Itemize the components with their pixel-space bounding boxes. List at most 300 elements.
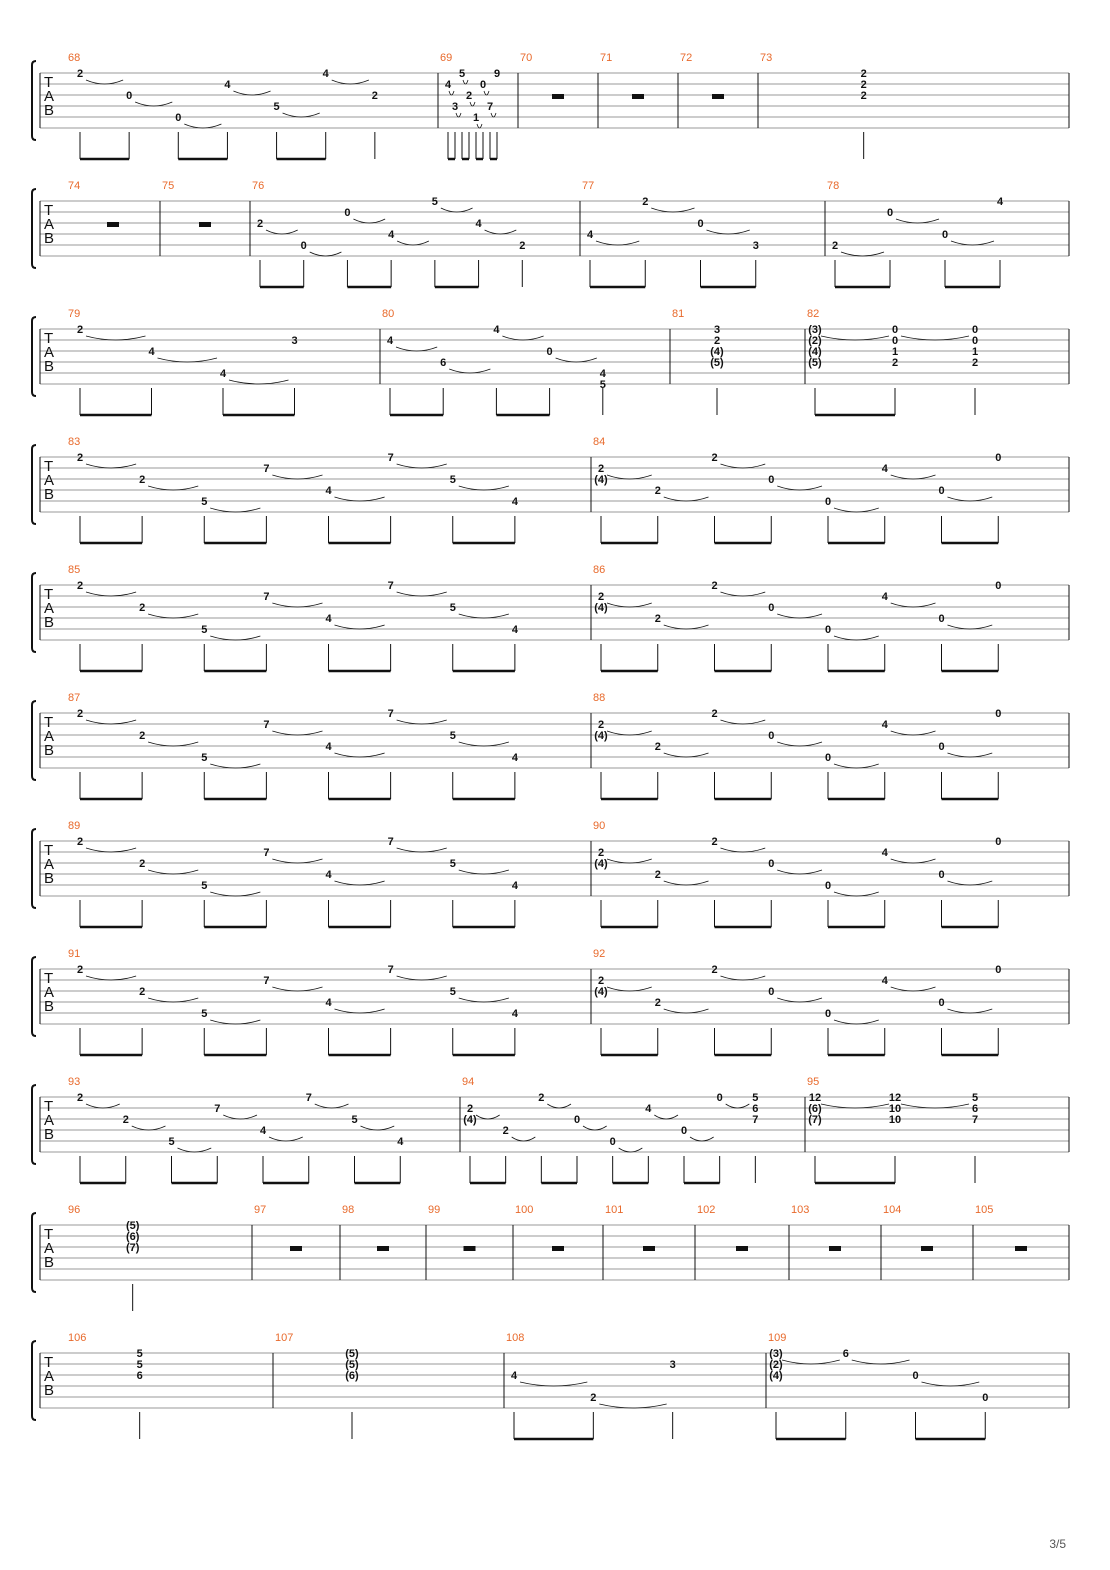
fret-number: (5) (345, 1348, 359, 1360)
tie-arc (272, 475, 322, 479)
measure-number: 93 (68, 1076, 81, 1088)
measure-number: 74 (68, 180, 81, 192)
fret-number: 4 (881, 591, 888, 603)
fret-number: (4) (594, 986, 608, 998)
tab-clef-letter: T (44, 1226, 54, 1243)
tab-clef-letter: T (44, 586, 54, 603)
fret-number: 5 (136, 1359, 143, 1371)
measure-number: 94 (462, 1076, 475, 1088)
tie-arc (721, 464, 766, 468)
fret-number: 0 (126, 90, 133, 102)
system-bracket (32, 701, 36, 780)
tab-system (32, 1332, 1069, 1439)
fret-number: 6 (440, 357, 447, 369)
measure-number: 71 (600, 52, 613, 64)
measure-number: 102 (697, 1204, 716, 1216)
fret-number: 7 (305, 1092, 312, 1104)
tie-arc (721, 976, 766, 980)
fret-number: 0 (768, 730, 775, 742)
fret-number: 0 (938, 613, 945, 625)
fret-number: 2 (891, 357, 899, 369)
fret-number: 2 (519, 240, 526, 252)
fret-number: 0 (344, 207, 351, 219)
fret-number: 2 (139, 602, 146, 614)
tie-arc (86, 720, 136, 724)
fret-number: 1 (891, 346, 899, 358)
tie-arc (777, 614, 822, 618)
fret-number: (2) (808, 335, 822, 347)
fret-number: 4 (325, 741, 332, 753)
fret-number: 2 (711, 580, 718, 592)
tab-system (32, 820, 1069, 927)
tie-arc (86, 336, 146, 340)
tie-arc (777, 742, 822, 746)
fret-number: 7 (263, 463, 270, 475)
fret-number: 2 (139, 730, 146, 742)
fret-number: 10 (888, 1103, 902, 1115)
tab-system (32, 436, 1069, 543)
fret-number: 5 (136, 1348, 143, 1360)
fret-number: 5 (449, 602, 456, 614)
fret-number: 0 (941, 229, 949, 241)
measure-number: 79 (68, 308, 81, 320)
fret-number: 0 (609, 1136, 616, 1148)
tie-arc (834, 892, 879, 896)
tab-clef-letter: T (44, 330, 54, 347)
whole-rest (552, 94, 564, 99)
tie-arc (777, 998, 822, 1002)
tie-arc (397, 848, 447, 852)
fret-number: (6) (808, 1103, 822, 1115)
tab-clef-letter: T (44, 458, 54, 475)
measure-number: 97 (254, 1204, 267, 1216)
measure-number: 92 (593, 948, 606, 960)
tie-arc (269, 1137, 303, 1141)
tab-system (32, 692, 1069, 799)
tab-system (32, 564, 1069, 671)
tab-system (32, 52, 1069, 159)
fret-number: 2 (711, 836, 718, 848)
fret-number: 2 (76, 580, 84, 592)
system-bracket (32, 61, 36, 140)
fret-number: (4) (594, 474, 608, 486)
fret-number: 4 (881, 975, 888, 987)
measure-number: 91 (68, 948, 81, 960)
fret-number: 0 (995, 836, 1002, 848)
tie-arc (310, 252, 342, 256)
tab-clef-letter: B (44, 870, 55, 887)
system-bracket (32, 957, 36, 1036)
tie-arc (335, 497, 385, 501)
tie-arc (484, 91, 489, 95)
measure-number: 73 (760, 52, 773, 64)
whole-rest (829, 1246, 841, 1251)
tie-arc (721, 720, 766, 724)
measure-number: 109 (768, 1332, 787, 1344)
tie-arc (664, 1009, 709, 1013)
tie-arc (272, 603, 322, 607)
tie-arc (607, 859, 652, 863)
tie-arc (178, 1148, 212, 1152)
tie-arc (891, 731, 936, 735)
tab-clef-letter: B (44, 614, 55, 631)
whole-rest (290, 1246, 302, 1251)
fret-number: 5 (273, 101, 280, 113)
tie-arc (834, 1020, 879, 1024)
measure-number: 80 (382, 308, 395, 320)
system-bracket (32, 573, 36, 652)
fret-number: 4 (259, 1125, 267, 1137)
measure-number: 85 (68, 564, 81, 576)
tie-arc (619, 1148, 643, 1152)
fret-number: 0 (479, 79, 487, 91)
tie-arc (397, 720, 447, 724)
tie-arc (596, 241, 639, 245)
fret-number: 2 (711, 708, 718, 720)
tie-arc (86, 592, 136, 596)
measure-number: 105 (975, 1204, 994, 1216)
fret-number: 2 (654, 997, 661, 1009)
tie-arc (353, 219, 385, 223)
fret-number: 3 (451, 101, 459, 113)
fret-number: 6 (136, 1370, 143, 1382)
whole-rest (1015, 1246, 1027, 1251)
tie-arc (556, 358, 597, 362)
tie-arc (821, 1104, 889, 1108)
tie-arc (459, 998, 509, 1002)
measure-number: 75 (162, 180, 175, 192)
system-bracket (32, 317, 36, 396)
measure-number: 100 (515, 1204, 534, 1216)
fret-number: 5 (449, 986, 456, 998)
fret-number: 2 (76, 324, 84, 336)
tie-arc (777, 486, 822, 490)
fret-number: 5 (168, 1136, 175, 1148)
tie-arc (441, 208, 473, 212)
tie-arc (512, 1137, 536, 1141)
fret-number: 2 (597, 975, 605, 987)
measure-number: 78 (827, 180, 840, 192)
fret-number: 2 (597, 463, 605, 475)
fret-number: 2 (76, 708, 84, 720)
tab-clef-letter: A (44, 472, 55, 489)
fret-number: (3) (769, 1348, 783, 1360)
tie-arc (607, 731, 652, 735)
fret-number: 4 (511, 752, 518, 764)
whole-rest (736, 1246, 748, 1251)
tie-arc (86, 464, 136, 468)
fret-number: 2 (256, 218, 264, 230)
tab-clef-letter: A (44, 1240, 55, 1257)
fret-number: 5 (201, 496, 208, 508)
fret-number: 2 (76, 836, 84, 848)
tab-system (32, 948, 1069, 1055)
fret-number: 4 (511, 496, 518, 508)
tie-arc (782, 1360, 840, 1364)
tab-clef-letter: B (44, 486, 55, 503)
fret-number: (3) (808, 324, 822, 336)
whole-rest (199, 222, 211, 227)
measure-number: 96 (68, 1204, 81, 1216)
fret-number: 4 (881, 463, 888, 475)
tab-clef-letter: A (44, 216, 55, 233)
measure-number: 103 (791, 1204, 810, 1216)
tie-arc (315, 1104, 349, 1108)
fret-number: 5 (971, 1092, 979, 1104)
fret-number: 0 (995, 452, 1002, 464)
tie-arc (272, 987, 322, 991)
fret-number: 5 (599, 379, 606, 391)
tie-arc (901, 336, 969, 340)
fret-number: 7 (263, 975, 270, 987)
system-bracket (32, 445, 36, 524)
fret-number: (5) (345, 1359, 359, 1371)
measure-number: 98 (342, 1204, 355, 1216)
tie-arc (148, 998, 198, 1002)
fret-number: 5 (201, 624, 208, 636)
fret-number: 4 (224, 79, 231, 91)
tab-clef-letter: T (44, 1354, 54, 1371)
fret-number: 4 (493, 324, 500, 336)
measure-number: 99 (428, 1204, 441, 1216)
tie-arc (948, 625, 993, 629)
fret-number: 4 (386, 335, 394, 347)
tie-arc (777, 870, 822, 874)
fret-number: 7 (486, 101, 494, 113)
fret-number: 2 (371, 90, 378, 102)
fret-number: 4 (397, 1136, 404, 1148)
fret-number: 10 (888, 1114, 902, 1126)
fret-number: 0 (824, 1008, 832, 1020)
fret-number: 2 (76, 452, 84, 464)
tie-arc (948, 753, 993, 757)
fret-number: 1 (971, 346, 979, 358)
tie-arc (841, 252, 884, 256)
tab-clef-letter: A (44, 984, 55, 1001)
tab-clef-letter: B (44, 1382, 55, 1399)
page-number: 3/5 (1049, 1537, 1066, 1551)
measure-number: 84 (593, 436, 606, 448)
tie-arc (396, 347, 437, 351)
tie-arc (397, 592, 447, 596)
fret-number: 4 (511, 1008, 518, 1020)
tie-arc (721, 592, 766, 596)
tab-clef-letter: T (44, 970, 54, 987)
fret-number: 4 (444, 79, 452, 91)
tab-clef-letter: B (44, 358, 55, 375)
fret-number: 7 (263, 719, 270, 731)
fret-number: 7 (263, 591, 270, 603)
system-bracket (32, 829, 36, 908)
tie-arc (477, 124, 482, 128)
fret-number: (7) (808, 1114, 822, 1126)
tie-arc (664, 881, 709, 885)
tie-arc (86, 848, 136, 852)
measure-number: 83 (68, 436, 81, 448)
tab-clef-letter: A (44, 1368, 55, 1385)
tie-arc (135, 102, 172, 106)
tie-arc (607, 603, 652, 607)
tie-arc (852, 1360, 910, 1364)
fret-number: 4 (599, 368, 606, 380)
tie-arc (361, 1126, 395, 1130)
fret-number: 4 (325, 997, 332, 1009)
fret-number: (4) (769, 1370, 783, 1382)
fret-number: 5 (201, 1008, 208, 1020)
fret-number: 0 (697, 218, 704, 230)
tie-arc (891, 859, 936, 863)
fret-number: 0 (891, 324, 899, 336)
fret-number: 2 (466, 1103, 474, 1115)
fret-number: (4) (594, 858, 608, 870)
fret-number: 7 (387, 836, 394, 848)
fret-number: (4) (594, 602, 608, 614)
fret-number: 7 (387, 708, 394, 720)
fret-number: 7 (971, 1114, 979, 1126)
fret-number: 3 (669, 1359, 676, 1371)
fret-number: 0 (824, 624, 832, 636)
tie-arc (948, 1009, 993, 1013)
measure-number: 106 (68, 1332, 87, 1344)
fret-number: 6 (752, 1103, 759, 1115)
fret-number: 0 (995, 964, 1002, 976)
fret-number: (6) (125, 1231, 140, 1243)
fret-number: 4 (388, 229, 395, 241)
tab-clef-letter: B (44, 1254, 55, 1271)
tie-arc (335, 1009, 385, 1013)
tie-arc (332, 80, 369, 84)
tie-arc (948, 881, 993, 885)
fret-number: 2 (654, 741, 661, 753)
fret-number: 5 (752, 1092, 759, 1104)
tie-arc (210, 1020, 260, 1024)
fret-number: (5) (808, 357, 822, 369)
fret-number: 4 (996, 196, 1004, 208)
tie-arc (210, 508, 260, 512)
tie-arc (397, 976, 447, 980)
fret-number: 7 (387, 452, 394, 464)
fret-number: 0 (995, 580, 1002, 592)
tie-arc (272, 731, 322, 735)
tie-arc (459, 614, 509, 618)
tie-arc (335, 881, 385, 885)
fret-number: (4) (710, 346, 724, 358)
tie-arc (184, 124, 221, 128)
tab-clef-letter: B (44, 998, 55, 1015)
system-bracket (32, 1341, 36, 1420)
fret-number: 2 (860, 90, 867, 102)
fret-number: 0 (824, 752, 832, 764)
whole-rest (377, 1246, 389, 1251)
fret-number: 2 (860, 68, 867, 80)
fret-number: 2 (76, 68, 84, 80)
whole-rest (643, 1246, 655, 1251)
tab-clef-letter: A (44, 1112, 55, 1129)
whole-rest (712, 94, 724, 99)
tie-arc (397, 241, 429, 245)
fret-number: 5 (431, 196, 438, 208)
tie-arc (583, 1126, 607, 1130)
tab-clef-letter: A (44, 344, 55, 361)
fret-number: 7 (752, 1114, 759, 1126)
tie-arc (821, 336, 889, 340)
tab-clef-letter: A (44, 728, 55, 745)
fret-number: 2 (139, 474, 146, 486)
fret-number: 2 (597, 591, 605, 603)
fret-number: 0 (300, 240, 307, 252)
fret-number: 2 (713, 335, 721, 347)
tie-arc (463, 80, 468, 84)
fret-number: 0 (971, 335, 979, 347)
tab-clef-letter: A (44, 856, 55, 873)
tab-system (32, 1204, 1069, 1311)
fret-number: 0 (938, 869, 945, 881)
fret-number: 4 (586, 229, 594, 241)
fret-number: 0 (891, 335, 899, 347)
tie-arc (654, 1115, 678, 1119)
tie-arc (210, 764, 260, 768)
tie-arc (664, 497, 709, 501)
tie-arc (158, 358, 218, 362)
tie-arc (922, 1382, 980, 1386)
tie-arc (690, 1137, 714, 1141)
fret-number: 3 (291, 335, 298, 347)
fret-number: 6 (971, 1103, 979, 1115)
fret-number: 5 (351, 1114, 358, 1126)
fret-number: (7) (125, 1242, 140, 1254)
fret-number: 0 (175, 112, 182, 124)
fret-number: 6 (842, 1348, 849, 1360)
fret-number: (5) (710, 357, 724, 369)
fret-number: 4 (881, 847, 888, 859)
fret-number: 4 (511, 880, 518, 892)
measure-number: 104 (883, 1204, 902, 1216)
tie-arc (547, 1104, 571, 1108)
tie-arc (210, 636, 260, 640)
measure-number: 95 (807, 1076, 820, 1088)
measure-number: 69 (440, 52, 453, 64)
fret-number: 2 (642, 196, 649, 208)
fret-number: 2 (122, 1114, 129, 1126)
tab-clef-letter: A (44, 600, 55, 617)
whole-rest (921, 1246, 933, 1251)
tie-arc (901, 1104, 969, 1108)
measure-number: 88 (593, 692, 606, 704)
tie-arc (86, 80, 123, 84)
tie-arc (476, 1115, 500, 1119)
fret-number: 4 (219, 368, 227, 380)
tie-arc (491, 113, 496, 117)
fret-number: 5 (449, 474, 456, 486)
fret-number: 4 (325, 613, 332, 625)
fret-number: 4 (510, 1370, 518, 1382)
tie-arc (834, 764, 879, 768)
tie-arc (721, 848, 766, 852)
measure-number: 70 (520, 52, 533, 64)
fret-number: 2 (654, 869, 661, 881)
fret-number: 4 (881, 719, 888, 731)
tie-arc (266, 230, 298, 234)
measure-number: 87 (68, 692, 81, 704)
fret-number: 5 (201, 880, 208, 892)
fret-number: 0 (680, 1125, 688, 1137)
tie-arc (502, 336, 543, 340)
tie-arc (86, 1104, 120, 1108)
tab-clef-letter: T (44, 1098, 54, 1115)
measure-number: 76 (252, 180, 265, 192)
tie-arc (607, 987, 652, 991)
fret-number: (5) (125, 1220, 140, 1232)
